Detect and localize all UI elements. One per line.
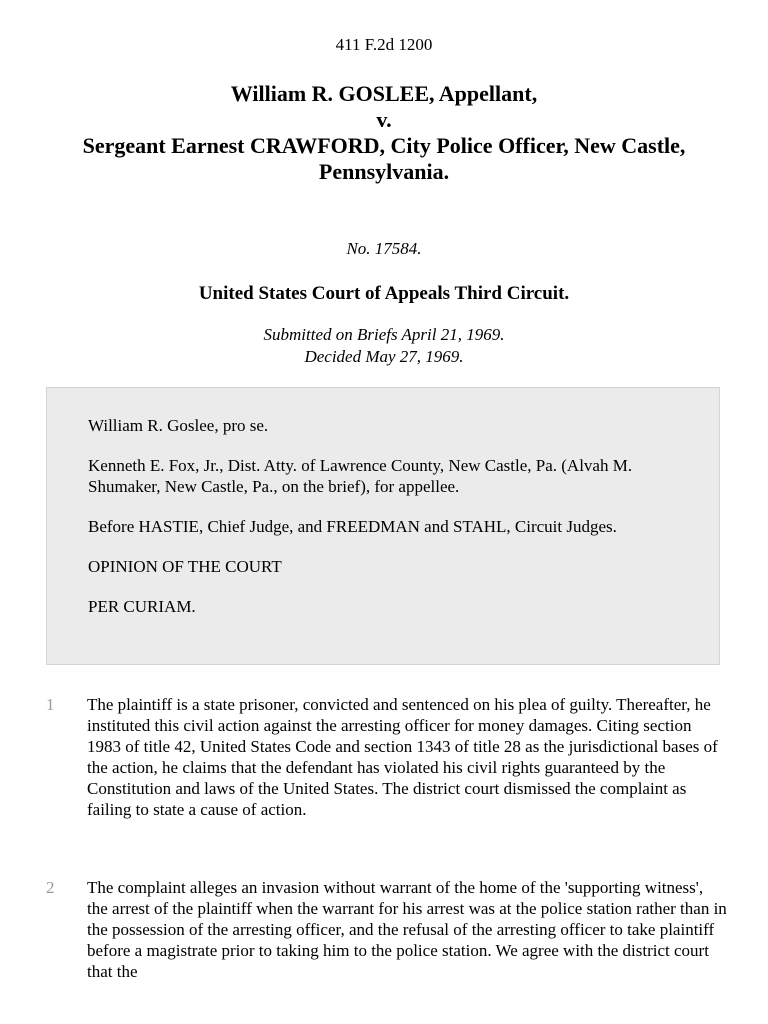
appellant-counsel: William R. Goslee, pro se. [88, 416, 269, 435]
opinion-heading: OPINION OF THE COURT [88, 557, 282, 576]
case-citation: 411 F.2d 1200 [335, 35, 433, 54]
paragraph-text: The complaint alleges an invasion without warrant of the home of the 'supporting witness', the arrest of the plaintiff when the warrant for his arrest was at the police station rather than in the possession of the arresting officer, and the refusal of the arresting officer to take plaintiff before a magistrate prior to taking him to the police station. We agree with the district court that the [87, 878, 727, 981]
docket-number: No. 17584. [346, 239, 422, 258]
caption-appellee: Sergeant Earnest CRAWFORD, City Police Officer, New Castle, [82, 133, 686, 158]
per-curiam: PER CURIAM. [88, 597, 196, 616]
case-dates [0, 324, 768, 368]
court-name: United States Court of Appeals Third Circuit. [198, 283, 570, 304]
caption-appellant: William R. GOSLEE, Appellant, [230, 81, 538, 106]
caption-versus: v. [376, 107, 392, 132]
case-caption [40, 81, 728, 185]
paragraph-text: The plaintiff is a state prisoner, convicted and sentenced on his plea of guilty. Thereafter, he instituted this civil action against the arresting officer for money damages. Citing section 1983 of title 42, United States Code and section 1343 of title 28 as the jurisdictional bases of the action, he claims that the defendant has violated his civil rights guaranteed by the Constitution and laws of the United States. The district court dismissed the complaint as failing to state a cause of action. [87, 695, 718, 819]
submitted-date: Submitted on Briefs April 21, 1969. [263, 325, 505, 344]
decided-date: Decided May 27, 1969. [304, 347, 464, 366]
caption-appellee-state: Pennsylvania. [318, 159, 450, 184]
paragraph-number: 1 [46, 695, 55, 714]
counsel-info-box [46, 387, 720, 665]
appellee-counsel: Kenneth E. Fox, Jr., Dist. Atty. of Lawrence County, New Castle, Pa. (Alvah M. Shumaker, New Castle, Pa., on the brief), for appellee. [88, 456, 633, 496]
judicial-panel: Before HASTIE, Chief Judge, and FREEDMAN and STAHL, Circuit Judges. [88, 517, 617, 536]
paragraph-number: 2 [46, 878, 55, 897]
